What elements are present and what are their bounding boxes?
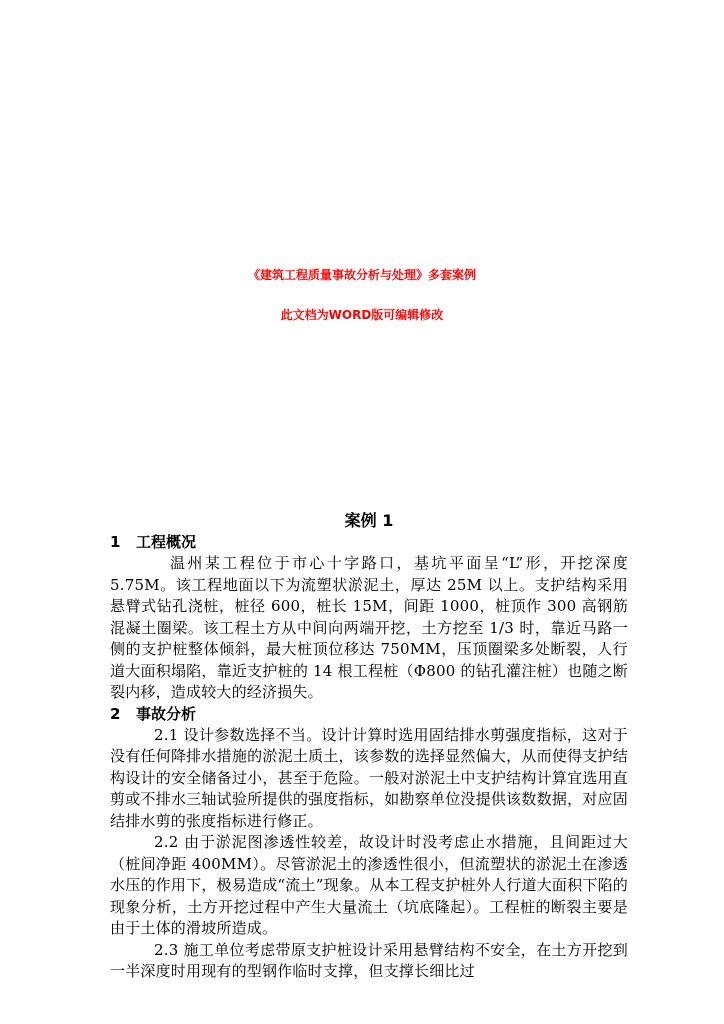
document-banner-note: 此文档为WORD版可编辑修改 [280, 308, 444, 322]
section-title: 工程概况 [136, 533, 197, 551]
document-banner-title: 《建筑工程质量事故分析与处理》多套案例 [247, 268, 476, 282]
analysis-paragraph-2: 2.2 由于淤泥图渗透性较差，故设计时没考虑止水措施，且间距过大（桩间净距 400MM）。尽管淤泥土的渗透性很小，但流塑状的淤泥土在渗透水压的作用下，极易造成“流土”现象。从本工程支护桩外人行道大面积下陷的现象分析，土方开挖过程中产生大量流土（坑底隆起）。工程桩的断裂主要是由于土体的滑坡所造成。 [110, 833, 628, 937]
section-heading-overview [110, 532, 628, 553]
document-body [110, 510, 628, 983]
section-heading-analysis [110, 704, 628, 725]
section-number: 1 [110, 533, 121, 551]
overview-paragraph: 温州某工程位于市心十字路口，基坑平面呈“L”形，开挖深度 5.75M。该工程地面以下为流塑状淤泥土，厚达 25M 以上。支护结构采用悬臂式钻孔浇桩，桩径 600，桩长 15M，间距 1000，桩顶作 300 高钢筋混凝土圈梁。该工程土方从中间向两端开挖，土方挖至 1/3 时，靠近马路一侧的支护桩整体倾斜，最大桩顶位移达 750MM，压顶圈梁多处断裂，人行道大面积塌陷，靠近支护桩的 14 根工程桩（Φ800 的钻孔灌注桩）也随之断裂内移，造成较大的经济损失。 [110, 554, 628, 701]
section-number: 2 [110, 704, 121, 723]
section-title: 事故分析 [136, 704, 197, 723]
analysis-paragraph-3: 2.3 施工单位考虑带原支护桩设计采用悬臂结构不安全，在土方开挖到一半深度时用现有的型钢作临时支撑，但支撑长细比过 [110, 940, 628, 980]
case-title: 案例 1 [344, 511, 394, 530]
analysis-paragraph-1: 2.1 设计参数选择不当。设计计算时选用固结排水剪强度指标，这对于没有任何降排水措施的淤泥土质土，该参数的选择显然偏大，从而使得支护结构设计的安全储备过小，甚至于危险。一般对淤泥土中支护结构计算宜选用直剪或不排水三轴试验所提供的强度指标，如勘察单位没提供该数数据，对应固结排水剪的张度指标进行修正。 [110, 725, 628, 830]
